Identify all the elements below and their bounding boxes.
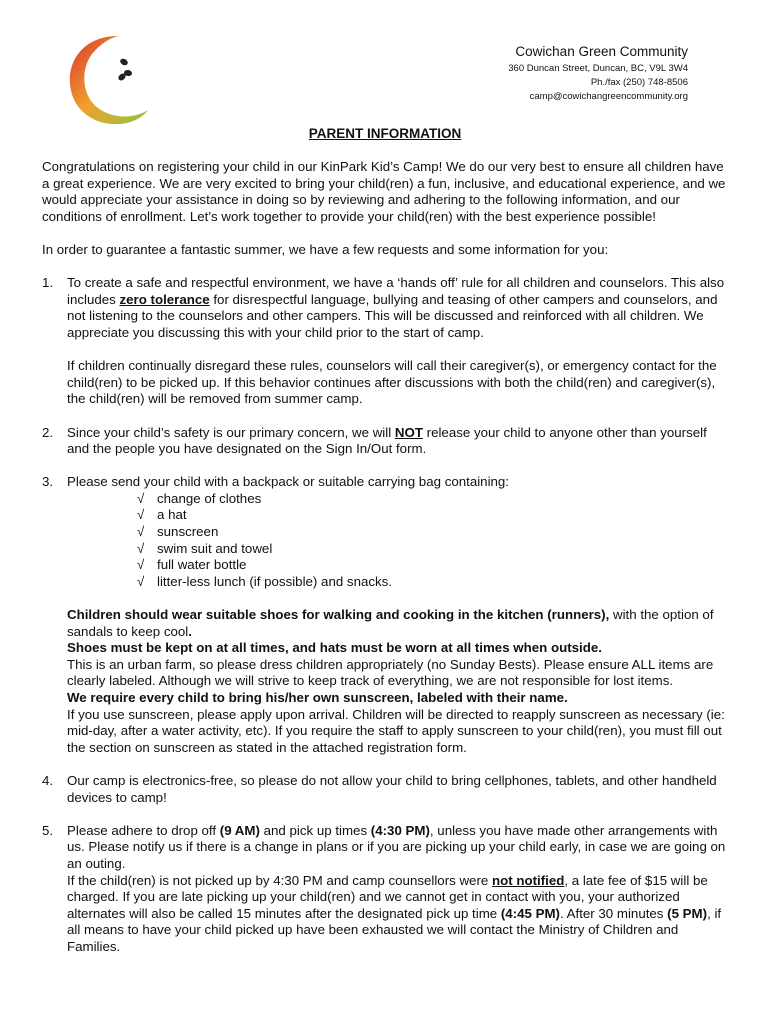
late-pickup-time: (4:45 PM) xyxy=(500,905,560,921)
checkmark-icon: √ xyxy=(137,557,145,573)
checklist-item: √ full water bottle xyxy=(137,557,247,573)
final-time: (5 PM) xyxy=(667,905,708,921)
packing-checklist xyxy=(137,491,730,591)
shoes-hats-rule: Shoes must be kept on at all times, and hats must be worn at all times when outside. xyxy=(67,640,602,656)
checklist-item: √ litter-less lunch (if possible) and snacks. xyxy=(137,573,393,589)
intro-paragraph: Congratulations on registering your child in our KinPark Kid’s Camp! We do our very best to ensure all children have a great experience. We are very excited to bring your child(ren) a fun, inclusive, and educational experience, and we would appreciate your assistance in doing so by reviewing and adhering to the following information, and our conditions of enrollment. Let’s work together to provide your child(ren) with the best experience possible! xyxy=(42,159,726,224)
page-title: PARENT INFORMATION xyxy=(308,126,462,141)
behavior-consequence: If children continually disregard these rules, counselors will call their caregiver(s), or emergency contact for the child(ren) to be picked up. If this behavior continues after discussions with both the child(ren) and caregiver(s), the child(ren) will be removed from summer camp. xyxy=(67,358,717,407)
list-item-4: 4. Our camp is electronics-free, so please do not allow your child to bring cellphones, tablets, and other handheld devices to camp! xyxy=(42,772,717,805)
org-address: 360 Duncan Street, Duncan, BC, V9L 3W4 xyxy=(508,63,688,74)
cowichan-green-logo xyxy=(64,30,150,130)
list-item-2: 2. Since your child’s safety is our primary concern, we will NOT release your child to anyone other than yourself and the people you have designated on the Sign In/Out form. xyxy=(42,424,707,457)
checklist-item: √ sunscreen xyxy=(137,524,219,540)
org-email: camp@cowichangreencommunity.org xyxy=(529,91,688,102)
drop-off-time: (9 AM) xyxy=(219,822,260,838)
org-name: Cowichan Green Community xyxy=(515,44,688,59)
checklist-item: √ swim suit and towel xyxy=(137,540,273,556)
not-emphasis: NOT xyxy=(394,424,423,440)
org-contact-block xyxy=(508,44,688,104)
checklist-item: √ a hat xyxy=(137,507,187,523)
checkmark-icon: √ xyxy=(137,490,145,506)
requests-intro: In order to guarantee a fantastic summer, we have a few requests and some information for you: xyxy=(42,241,609,257)
sunscreen-requirement: We require every child to bring his/her own sunscreen, labeled with their name. xyxy=(67,690,568,705)
checkmark-icon: √ xyxy=(137,507,145,523)
sunscreen-info: If you use sunscreen, please apply upon arrival. Children will be directed to reapply sunscreen as necessary (ie: mid-day, after a water activity, etc). If you require the staff to apply sunscreen to your child(ren), you must fill out the section on sunscreen as stated in the attached registration form. xyxy=(67,706,725,755)
zero-tolerance-emphasis: zero tolerance xyxy=(119,291,210,307)
checkmark-icon: √ xyxy=(137,573,145,589)
shoes-note: Children should wear suitable shoes for walking and cooking in the kitchen (runners), with the option of sandals to keep cool. xyxy=(67,607,714,639)
org-phone: Ph./fax (250) 748-8506 xyxy=(590,77,688,88)
not-notified-emphasis: not notified xyxy=(491,872,565,888)
checklist-item: √ change of clothes xyxy=(137,490,262,506)
pick-up-time: (4:30 PM) xyxy=(370,822,430,838)
checkmark-icon: √ xyxy=(137,524,145,540)
list-item-3: 3. Please send your child with a backpack or suitable carrying bag containing: √ change of clothes √ a hat √ sunscreen √ swim suit and towel √ full water bottle √ litter-less lunch (if possible) and snacks. Children should wear suitable shoes for walking and cooking in the kitchen (runners), with the option of sandals to keep cool. Shoes must be kept on at all times, and hats must be worn at all times when outside. This is an urban farm, so please dress children appropriately (no Sunday Bests). Please ensure ALL items are clearly labeled. Although we will strive to keep track of everything, we are not responsible for lost items. We require every child to bring his/her own sunscreen, labeled with their name. If you use sunscreen, please apply upon arrival. Children will be directed to reapply sunscreen as necessary (ie: mid-day, after a water activity, etc). If you require the staff to apply sunscreen to your child(ren), you must fill out the section on sunscreen as stated in the attached registration form. xyxy=(42,474,730,756)
list-item-5: 5. Please adhere to drop off (9 AM) and pick up times (4:30 PM), unless you have made other arrangements with us. Please notify us if there is a change in plans or if you are picking up your child early, in case we are going on an outing. If the child(ren) is not picked up by 4:30 PM and camp counsellors were not notified, a late fee of $15 will be charged. If you are late picking up your child(ren) and we cannot get in contact with you, your authorized alternates will also be called 15 minutes after the designated pick up time (4:45 PM). After 30 minutes (5 PM), if all means to have your child picked up have been exhausted we will contact the Ministry of Children and Families. xyxy=(42,822,726,954)
checkmark-icon: √ xyxy=(137,540,145,556)
list-item-1: 1. To create a safe and respectful environment, we have a ‘hands off’ rule for all children and counselors. This also includes zero tolerance for disrespectful language, bullying and teasing of other campers and counselors, and not listening to the counselors and other campers. This will be discussed and reinforced with all children. We appreciate you discussing this with your child prior to the start of camp. If children continually disregard these rules, counselors will call their caregiver(s), or emergency contact for the child(ren) to be picked up. If this behavior continues after discussions with both the child(ren) and caregiver(s), the child(ren) will be removed from summer camp. xyxy=(42,275,730,408)
document-body xyxy=(42,159,730,956)
urban-farm-note: This is an urban farm, so please dress children appropriately (no Sunday Bests). Please ensure ALL items are clearly labeled. Although we will strive to keep track of everything, we are not responsible for lost items. xyxy=(67,656,714,689)
